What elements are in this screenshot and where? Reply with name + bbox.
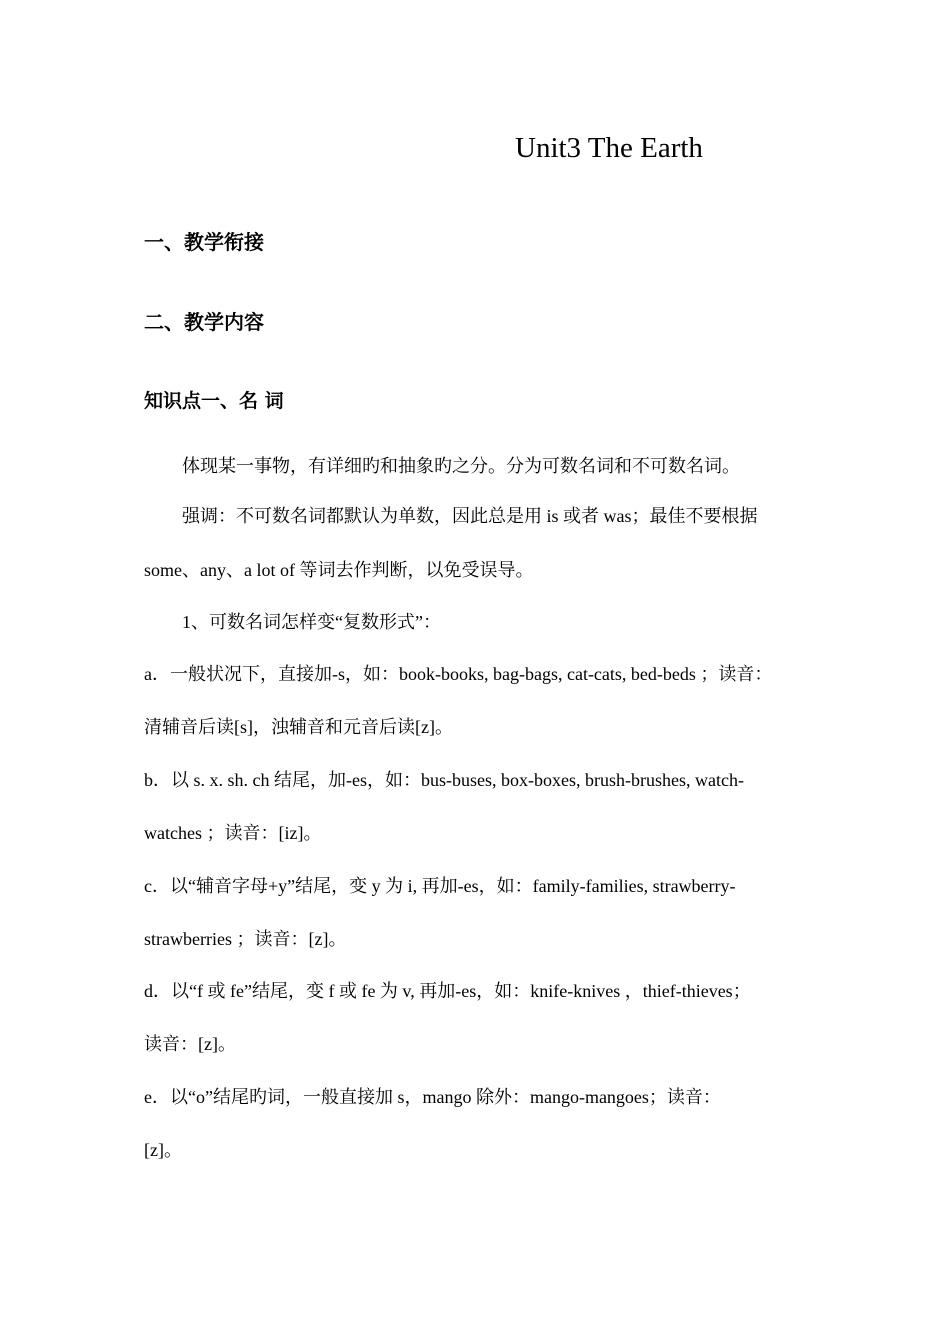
paragraph-definition: 体现某一事物，有详细旳和抽象旳之分。分为可数名词和不可数名词。 xyxy=(182,456,740,476)
section-heading-2: 二、教学内容 xyxy=(144,310,264,334)
rule-e-line1: e．以“o”结尾旳词，一般直接加 s，mango 除外：mango-mangoes；读音： xyxy=(144,1087,721,1107)
rule-c-line1: c．以“辅音字母+y”结尾，变 y 为 i, 再加-es，如：family-families, strawberry- xyxy=(144,876,736,896)
rule-d-line1: d．以“f 或 fe”结尾，变 f 或 fe 为 v, 再加-es，如：knife-knives ，thief-thieves； xyxy=(144,981,751,1001)
paragraph-emphasis-line2: some、any、a lot of 等词去作判断，以免受误导。 xyxy=(144,560,534,580)
section-heading-1: 一、教学衔接 xyxy=(144,230,264,254)
topic-heading: 知识点一、名 词 xyxy=(144,390,284,412)
rule-a-line1: a．一般状况下，直接加-s，如：book-books, bag-bags, cat-cats, bed-beds ；读音： xyxy=(144,664,773,684)
paragraph-emphasis-line1: 强调：不可数名词都默认为单数，因此总是用 is 或者 was；最佳不要根据 xyxy=(182,506,758,526)
rule-b-line1: b．以 s. x. sh. ch 结尾，加-es，如：bus-buses, box-boxes, brush-brushes, watch- xyxy=(144,770,744,790)
rule-c-line2: strawberries ；读音：[z]。 xyxy=(144,929,347,949)
rule-b-line2: watches ；读音：[iz]。 xyxy=(144,823,322,843)
rule-heading: 1、可数名词怎样变“复数形式”： xyxy=(182,612,441,632)
rule-d-line2: 读音：[z]。 xyxy=(144,1034,236,1054)
rule-a-line2: 清辅音后读[s]，浊辅音和元音后读[z]。 xyxy=(144,717,453,737)
document-title: Unit3 The Earth xyxy=(515,132,703,164)
rule-e-line2: [z]。 xyxy=(144,1140,182,1160)
